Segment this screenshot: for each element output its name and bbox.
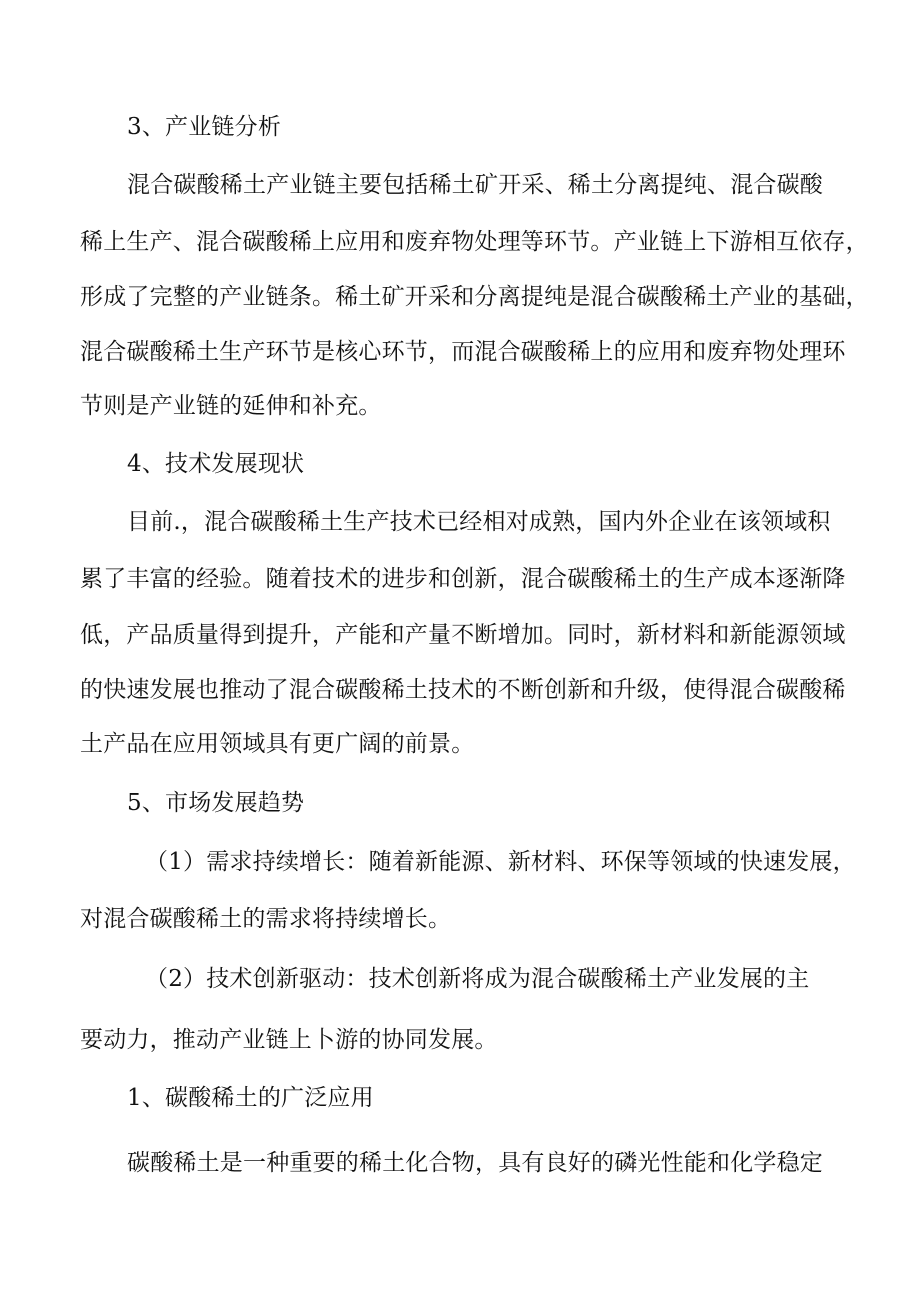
paragraph-line: 混合碳酸稀土产业链主要包括稀土矿开采、稀土分离提纯、混合碳酸 [127,172,823,198]
section-heading-applications: 1、碳酸稀土的广泛应用 [127,1085,374,1111]
paragraph-line: 混合碳酸稀土生产环节是核心环节，而混合碳酸稀上的应用和废弃物处理环 [80,339,846,365]
paragraph-line: 碳酸稀土是一种重要的稀土化合物，具有良好的磷光性能和化学稳定 [127,1150,823,1176]
paragraph-line: 目前.，混合碳酸稀土生产技术已经相对成熟，国内外企业在该领域积 [127,509,831,535]
paragraph-line: 的快速发展也推动了混合碳酸稀土技术的不断创新和升级，使得混合碳酸稀 [80,677,846,703]
paragraph-line: 土产品在应用领域具有更广阔的前景。 [80,731,475,757]
section-heading-market-trends: 5、市场发展趋势 [127,790,305,816]
paragraph-line: 累了丰富的经验。随着技术的进步和创新，混合碳酸稀土的生产成本逐渐降 [80,566,846,592]
paragraph-line: 低，产品质量得到提升，产能和产量不断增加。同时，新材料和新能源领域 [80,622,846,648]
paragraph-line: 稀上生产、混合碳酸稀上应用和废弃物处理等环节。产业链上下游相互依存， [80,229,869,255]
list-item-line: 对混合碳酸稀土的需求将持续增长。 [80,906,452,932]
paragraph-line: 节则是产业链的延伸和补充。 [80,393,382,419]
section-heading-tech-status: 4、技术发展现状 [127,451,305,477]
list-item-line: （2）技术创新驱动：技术创新将成为混合碳酸稀土产业发展的主 [145,966,810,992]
list-item-line: 要动力，推动产业链上卜游的协同发展。 [80,1027,498,1053]
list-item-line: （1）需求持续增长：随着新能源、新材料、环保等领域的快速发展， [145,849,856,875]
section-heading-industry-chain: 3、产业链分析 [127,114,282,140]
paragraph-line: 形成了完整的产业链条。稀土矿开采和分离提纯是混合碳酸稀土产业的基础， [80,284,869,310]
